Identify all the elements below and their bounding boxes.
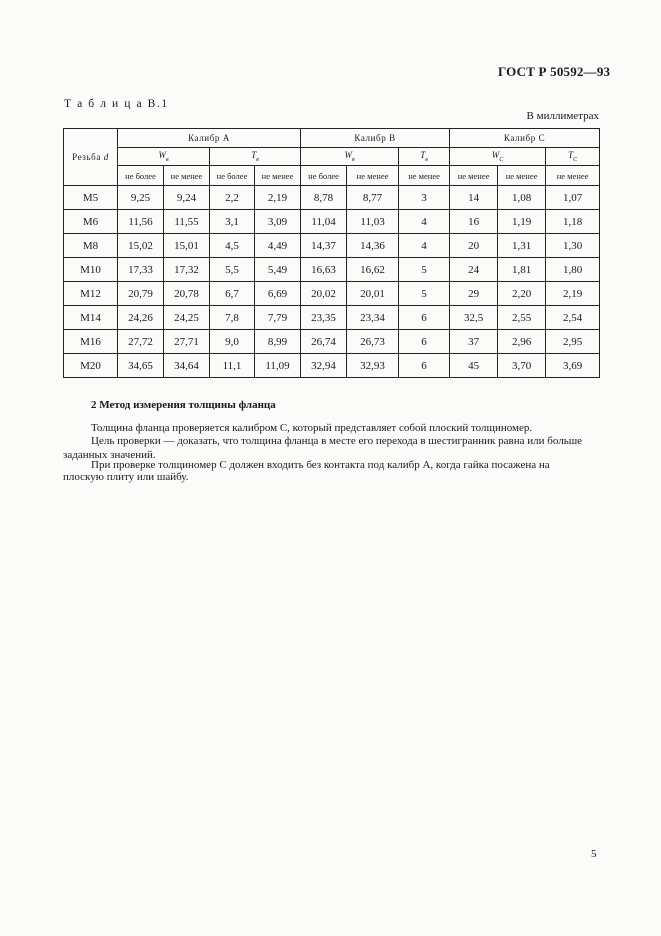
table-cell: 9,24 <box>164 186 210 210</box>
table-cell: 15,01 <box>164 234 210 258</box>
paragraph-continuation: плоскую плиту или шайбу. <box>63 471 189 483</box>
table-row <box>64 282 600 306</box>
table-cell: 4 <box>399 234 450 258</box>
table-cell: 4 <box>399 210 450 234</box>
param-header: $T_в$ <box>210 148 301 166</box>
limit-header: не менее <box>255 166 301 186</box>
paragraph: Толщина фланца проверяется калибром С, который представляет собой плоский толщиномер. <box>91 422 533 434</box>
table-cell: 1,80 <box>546 258 600 282</box>
param-header: $W_в$ <box>301 148 399 166</box>
table-cell: 11,55 <box>164 210 210 234</box>
group-header-a: Калибр A <box>118 129 301 148</box>
table-cell: 1,31 <box>498 234 546 258</box>
table-cell: 16 <box>450 210 498 234</box>
table-cell: 11,1 <box>210 354 255 378</box>
table-cell: 9,0 <box>210 330 255 354</box>
gauge-table <box>63 128 600 378</box>
row-header-label: Резьба <box>72 152 101 162</box>
table-cell: 6 <box>399 354 450 378</box>
table-cell: 20,78 <box>164 282 210 306</box>
table-cell: 14,36 <box>347 234 399 258</box>
table-cell: 5 <box>399 258 450 282</box>
table-cell: M8 <box>64 234 118 258</box>
table-cell: 20,01 <box>347 282 399 306</box>
table-cell: 32,5 <box>450 306 498 330</box>
table-row <box>64 210 600 234</box>
table-cell: 14 <box>450 186 498 210</box>
limit-header: не менее <box>164 166 210 186</box>
table-cell: 2,54 <box>546 306 600 330</box>
table-cell: 23,34 <box>347 306 399 330</box>
table-row <box>64 354 600 378</box>
table-cell: 14,37 <box>301 234 347 258</box>
table-cell: 8,77 <box>347 186 399 210</box>
table-cell: 2,2 <box>210 186 255 210</box>
limit-header: не менее <box>347 166 399 186</box>
table-cell: 37 <box>450 330 498 354</box>
limit-header: не менее <box>498 166 546 186</box>
table-cell: 7,8 <box>210 306 255 330</box>
table-cell: 34,65 <box>118 354 164 378</box>
table-cell: 17,33 <box>118 258 164 282</box>
table-cell: M20 <box>64 354 118 378</box>
limit-header: не более <box>118 166 164 186</box>
table-cell: 20,79 <box>118 282 164 306</box>
param-header: $W_C$ <box>450 148 546 166</box>
table-cell: 27,71 <box>164 330 210 354</box>
table-cell: 2,19 <box>546 282 600 306</box>
table-row <box>64 186 600 210</box>
limit-header: не менее <box>450 166 498 186</box>
table-cell: 6,69 <box>255 282 301 306</box>
table-cell: 26,73 <box>347 330 399 354</box>
paragraph-continuation: заданных значений. <box>63 449 156 461</box>
table-cell: 34,64 <box>164 354 210 378</box>
table-cell: 32,94 <box>301 354 347 378</box>
table-cell: 2,96 <box>498 330 546 354</box>
table-cell: 1,07 <box>546 186 600 210</box>
table-cell: M14 <box>64 306 118 330</box>
table-units: В миллиметрах <box>526 110 599 122</box>
table-cell: 24,26 <box>118 306 164 330</box>
paragraph: Цель проверки — доказать, что толщина фланца в месте его перехода в шестигранник равна или больше <box>91 435 583 447</box>
table-cell: 1,30 <box>546 234 600 258</box>
table-cell: 6 <box>399 330 450 354</box>
table-cell: 1,18 <box>546 210 600 234</box>
table-cell: 1,81 <box>498 258 546 282</box>
table-cell: 4,5 <box>210 234 255 258</box>
page-number: 5 <box>591 848 597 860</box>
table-cell: 20,02 <box>301 282 347 306</box>
table-cell: 45 <box>450 354 498 378</box>
table-cell: 3 <box>399 186 450 210</box>
table-cell: 3,09 <box>255 210 301 234</box>
table-cell: M12 <box>64 282 118 306</box>
param-header: $T_C$ <box>546 148 600 166</box>
table-cell: 6,7 <box>210 282 255 306</box>
table-cell: 8,99 <box>255 330 301 354</box>
standard-number: ГОСТ Р 50592—93 <box>498 64 611 79</box>
table-cell: 27,72 <box>118 330 164 354</box>
table-cell: 20 <box>450 234 498 258</box>
table-cell: 23,35 <box>301 306 347 330</box>
table-caption: Т а б л и ц а В.1 <box>64 98 169 110</box>
limit-header: не менее <box>399 166 450 186</box>
table-cell: M10 <box>64 258 118 282</box>
table-row <box>64 234 600 258</box>
table-row <box>64 330 600 354</box>
table-cell: 29 <box>450 282 498 306</box>
table-cell: 5,49 <box>255 258 301 282</box>
table-cell: 3,69 <box>546 354 600 378</box>
row-header-cell <box>64 129 118 186</box>
table-cell: 11,04 <box>301 210 347 234</box>
table-cell: 2,55 <box>498 306 546 330</box>
table-row <box>64 258 600 282</box>
param-header: $W_в$ <box>118 148 210 166</box>
table-cell: 16,62 <box>347 258 399 282</box>
group-header-b: Калибр B <box>301 129 450 148</box>
table-row <box>64 306 600 330</box>
table-cell: 16,63 <box>301 258 347 282</box>
table-cell: 2,20 <box>498 282 546 306</box>
table-cell: M16 <box>64 330 118 354</box>
param-header: $T_в$ <box>399 148 450 166</box>
table-cell: 2,19 <box>255 186 301 210</box>
table-cell: 6 <box>399 306 450 330</box>
table-cell: 11,56 <box>118 210 164 234</box>
table-cell: 7,79 <box>255 306 301 330</box>
limit-header: не менее <box>546 166 600 186</box>
table-cell: 5 <box>399 282 450 306</box>
table-cell: 15,02 <box>118 234 164 258</box>
table-cell: 8,78 <box>301 186 347 210</box>
table-cell: 24,25 <box>164 306 210 330</box>
table-cell: 4,49 <box>255 234 301 258</box>
paragraph: При проверке толщиномер С должен входить без контакта под калибр А, когда гайка посажена на <box>91 459 550 471</box>
limit-header: не более <box>301 166 347 186</box>
table-cell: 5,5 <box>210 258 255 282</box>
table-cell: 11,09 <box>255 354 301 378</box>
table-cell: 1,08 <box>498 186 546 210</box>
table-cell: 2,95 <box>546 330 600 354</box>
row-header-symbol: d <box>103 152 109 162</box>
table-cell: 3,1 <box>210 210 255 234</box>
table-cell: 11,03 <box>347 210 399 234</box>
table-cell: 9,25 <box>118 186 164 210</box>
table-cell: 1,19 <box>498 210 546 234</box>
group-header-c: Калибр C <box>450 129 600 148</box>
table-cell: 24 <box>450 258 498 282</box>
table-cell: 17,32 <box>164 258 210 282</box>
table-cell: M6 <box>64 210 118 234</box>
section-heading: 2 Метод измерения толщины фланца <box>91 399 276 411</box>
table-cell: 26,74 <box>301 330 347 354</box>
limit-header: не более <box>210 166 255 186</box>
table-cell: 3,70 <box>498 354 546 378</box>
table-cell: 32,93 <box>347 354 399 378</box>
table-cell: M5 <box>64 186 118 210</box>
